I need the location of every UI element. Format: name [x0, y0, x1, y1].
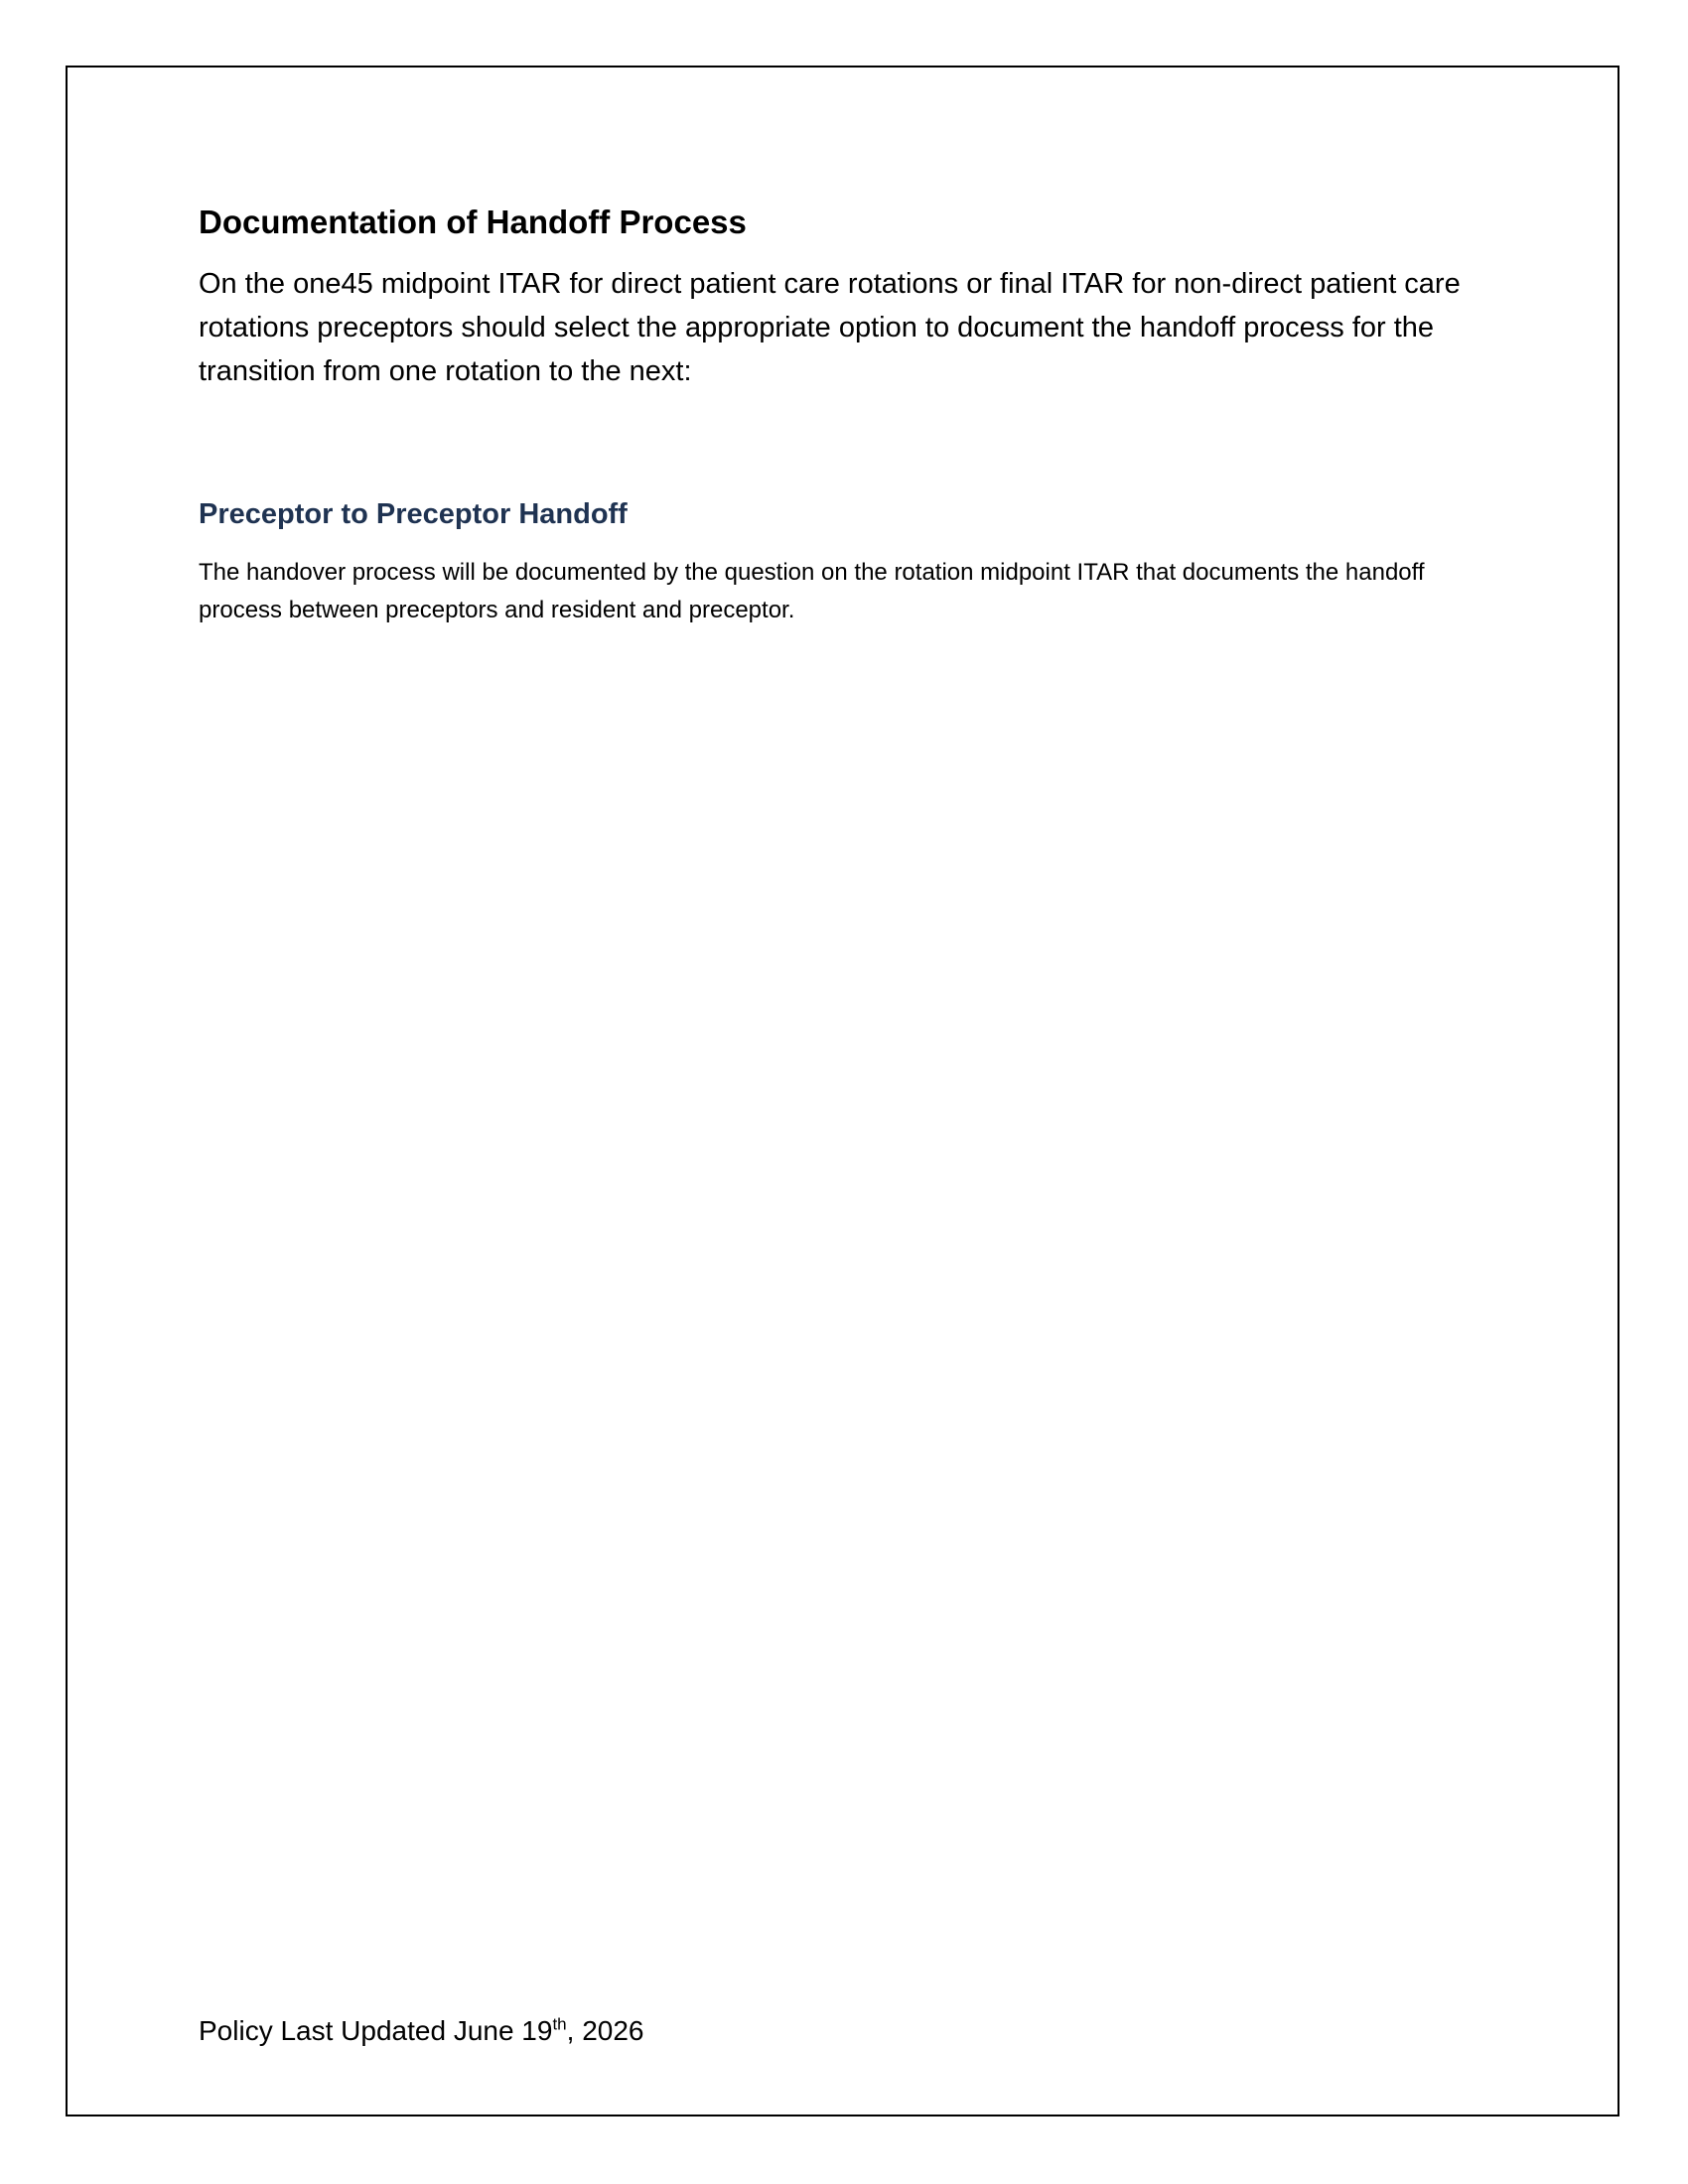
section-body-paragraph: The handover process will be documented by the question on the rotation midpoint ITAR that documents the handoff process between preceptors and resident and preceptor. [199, 559, 1425, 623]
document-content [199, 199, 1489, 629]
footer-date-prefix: Policy Last Updated June 19 [199, 2015, 553, 2046]
policy-updated-footer [199, 2011, 644, 2051]
footer-date-ordinal: th [552, 2014, 567, 2034]
main-heading: Documentation of Handoff Process [199, 204, 747, 240]
footer-date-suffix: , 2026 [566, 2015, 644, 2046]
intro-paragraph: On the one45 midpoint ITAR for direct patient care rotations or final ITAR for non-direct patient care rotations preceptors should select the appropriate option to document the handoff process for the transition from one rotation to the next: [199, 268, 1461, 387]
section-heading: Preceptor to Preceptor Handoff [199, 498, 628, 530]
